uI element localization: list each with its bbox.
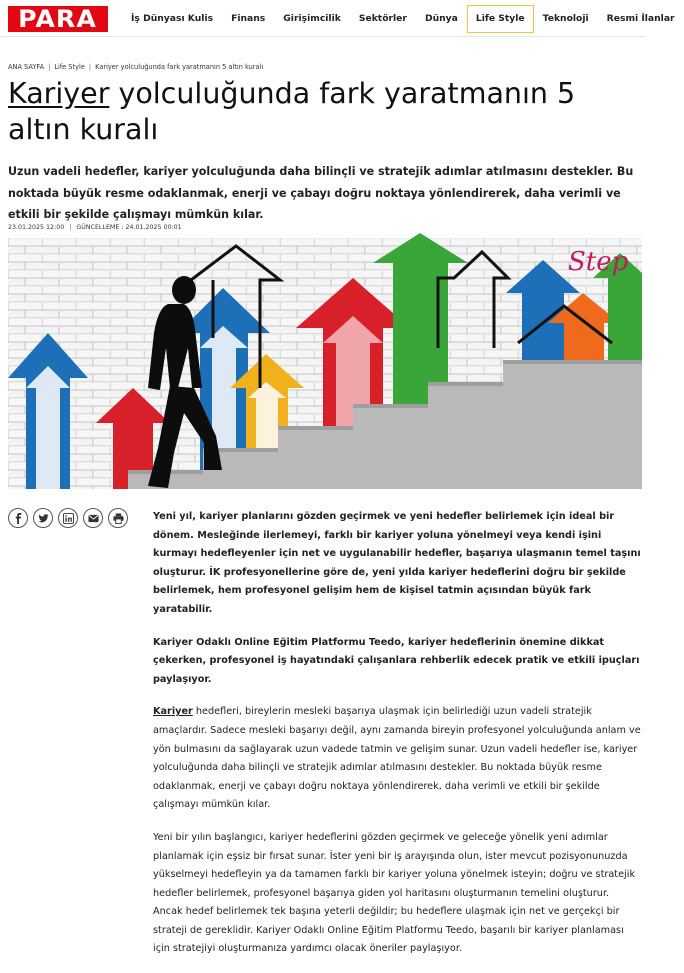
article-title <box>8 76 638 148</box>
nav-finans[interactable]: Finans <box>231 12 266 24</box>
linkedin-icon[interactable] <box>58 508 78 528</box>
article-paragraph-1: Yeni yıl, kariyer planlarını gözden geçirmek ve yeni hedefler belirlemek için ideal bir dönem. Mesleğinde ilerlemeyi, farklı bir kariyer yoluna yönelmeyi veya kendi işini kurmayı hedefleyenler için net ve uygulanabilir hedefler, başarıya ulaşmanın temel taşını oluşturur. İK profesyonellerine göre de, yeni yılda kariyer hedeflerini doğru bir şekilde belirlemek, hem profesyonel gelişim hem de kişisel tatmin açısından büyük fark yaratabilir. <box>153 511 641 615</box>
paragraph-3-text: hedefleri, bireylerin mesleki başarıya ulaşmak için belirlediği uzun vadeli stratejik amaçlardır. Sadece mesleki başarıyı değil, aynı zamanda bireyin profesyonel yolculuğunda anlam ve yön bulmasını da sağlayarak uzun vadede tatmin ve gelişim sunar. Uzun vadeli hedefler ise, kariyer yolculuğunda daha bilinçli ve stratejik adımlar atılmasını destekler. Bu noktada büyük resme odaklanmak, enerji ve çabayı doğru noktaya yönlendirerek, daha verimli ve etkili bir şekilde çalışmayı mümkün kılar. <box>153 706 641 811</box>
breadcrumb-current: Kariyer yolculuğunda fark yaratmanın 5 altın kuralı <box>95 63 264 71</box>
step-text: Step <box>568 247 629 277</box>
email-icon[interactable] <box>83 508 103 528</box>
article-body <box>153 508 641 973</box>
nav-resmi-ilanlar[interactable]: Resmi İlanlar <box>606 12 675 24</box>
meta-separator: | <box>69 224 72 231</box>
breadcrumb <box>8 63 263 71</box>
article-paragraph-4: Yeni bir yılın başlangıcı, kariyer hedeflerini gözden geçirmek ve geleceğe yönelik yeni adımlar planlamak için eşsiz bir fırsat sunar. İster yeni bir iş arayışında olun, ister mevcut pozisyonunuzda yükselmeyi hedefleyin ya da tamamen farklı bir kariyer yoluna yönelmek isteyin; doğru ve stratejik hedefler belirlemek, profesyonel başarıya giden yol haritasını oluşturmanın temelini oluşturur. Ancak hedef belirlemek tek başına yeterli değildir; bu hedeflere ulaşmak için net ve gerçekçi bir strateji de gereklidir. Kariyer Odaklı Online Eğitim Platformu Teedo, başarılı bir kariyer planlaması için stratejiyi oluşturmanıza yardımcı olacak öneriler paylaşıyor. <box>153 831 636 955</box>
article-summary: Uzun vadeli hedefler, kariyer yolculuğunda daha bilinçli ve stratejik adımlar atılmasını destekler. Bu noktada büyük resme odaklanmak, enerji ve çabayı doğru noktaya yönlendirerek, daha verimli ve etkili bir şekilde çalışmayı mümkün kılar. <box>8 165 634 221</box>
article-paragraph-3 <box>153 703 641 815</box>
published-date: 23.01.2025 12:00 <box>8 224 65 231</box>
title-text: yolculuğunda fark yaratmanın 5 altın kuralı <box>8 77 576 146</box>
facebook-icon[interactable] <box>8 508 28 528</box>
breadcrumb-separator: | <box>48 63 51 71</box>
nav-dunya[interactable]: Dünya <box>424 12 458 24</box>
nav-is-dunyasi-kulis[interactable]: İş Dünyası Kulis <box>131 12 214 24</box>
hero-image <box>8 238 642 489</box>
print-icon[interactable] <box>108 508 128 528</box>
share-bar <box>8 508 128 528</box>
twitter-icon[interactable] <box>33 508 53 528</box>
breadcrumb-separator: | <box>88 63 92 71</box>
breadcrumb-category[interactable]: Life Style <box>54 63 85 71</box>
article-meta <box>8 224 182 231</box>
main-nav <box>122 0 684 37</box>
career-steps-illustration <box>8 238 642 489</box>
title-keyword-link[interactable]: Kariyer <box>8 77 110 110</box>
kariyer-link[interactable]: Kariyer <box>153 706 193 718</box>
nav-teknoloji[interactable]: Teknoloji <box>542 12 589 24</box>
nav-life-style[interactable]: Life Style <box>467 5 534 33</box>
para-logo[interactable]: PARA <box>8 6 108 32</box>
article-paragraph-2: Kariyer Odaklı Online Eğitim Platformu Teedo, kariyer hedeflerinin önemine dikkat çekerken, profesyonel iş hayatındaki çalışanlara rehberlik edecek pratik ve etkili ipuçları paylaşıyor. <box>153 636 640 685</box>
nav-sektorler[interactable]: Sektörler <box>358 12 407 24</box>
nav-girisimcilik[interactable]: Girişimcilik <box>283 12 341 24</box>
updated-date: GÜNCELLEME : 24.01.2025 00:01 <box>76 224 182 231</box>
top-header <box>0 0 675 37</box>
breadcrumb-home[interactable]: ANA SAYFA <box>8 63 45 71</box>
